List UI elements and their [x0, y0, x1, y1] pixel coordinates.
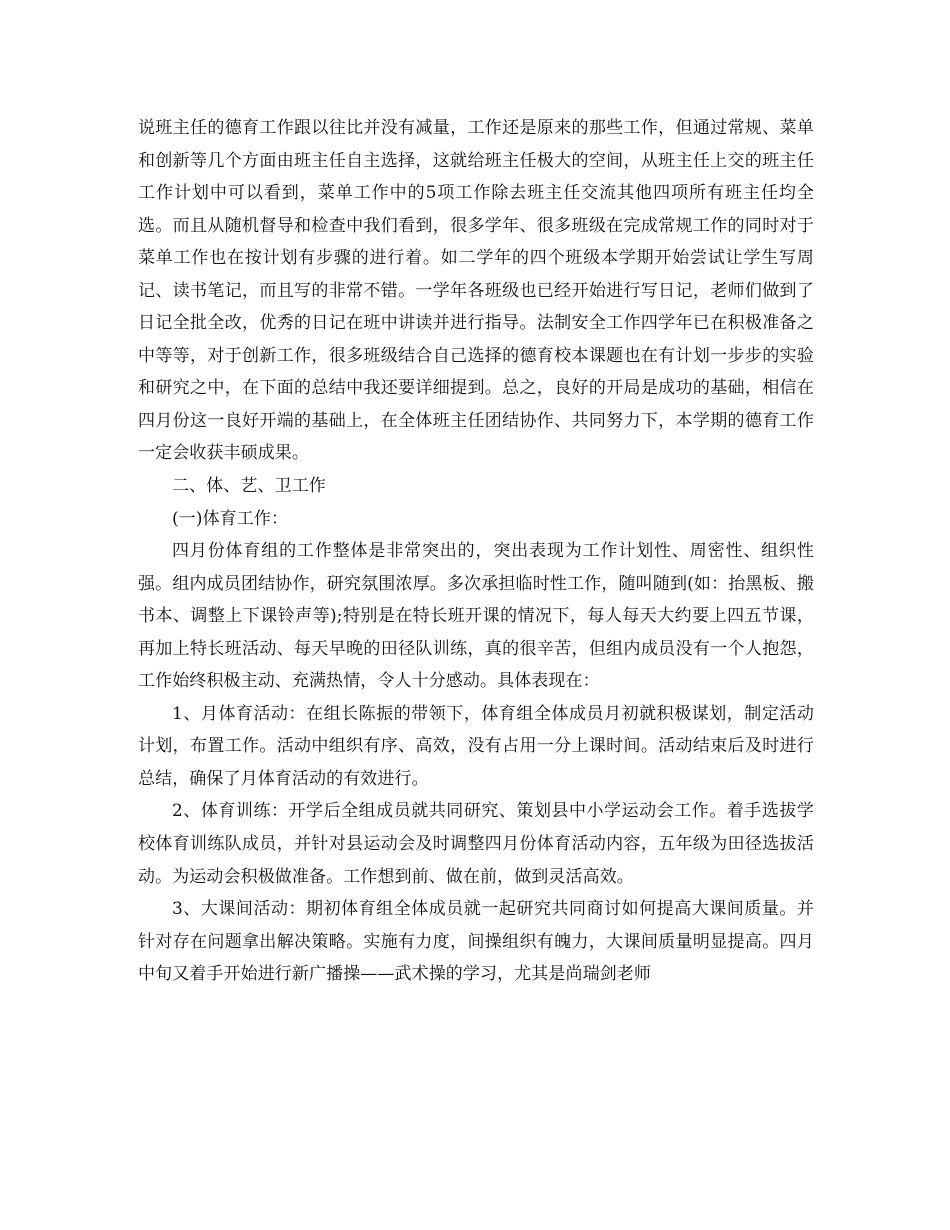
document-body: [138, 112, 814, 991]
paragraph-big-break-activity: 3、大课间活动：期初体育组全体成员就一起研究共同商讨如何提高大课间质量。并针对存在问题拿出解决策略。实施有力度，间操组织有魄力，大课间质量明显提高。四月中旬又着手开始进行新广播操——武术操的学习，尤其是尚瑞剑老师: [138, 899, 814, 985]
paragraph-sports-training: 2、体育训练：开学后全组成员就共同研究、策划县中小学运动会工作。着手选拔学校体育训练队成员，并针对县运动会及时调整四月份体育活动内容，五年级为田径选拔活动。为运动会积极做准备。工作想到前、做在前，做到灵活高效。: [138, 801, 814, 887]
section-heading-sports-arts-health: 二、体、艺、卫工作: [172, 476, 326, 497]
paragraph-monthly-sports-activity: 1、月体育活动：在组长陈振的带领下，体育组全体成员月初就积极谋划，制定活动计划，布置工作。活动中组织有序、高效，没有占用一分上课时间。活动结束后及时进行总结，确保了月体育活动的有效进行。: [138, 703, 814, 789]
paragraph-sports-overview: 四月份体育组的工作整体是非常突出的，突出表现为工作计划性、周密性、组织性强。组内成员团结协作，研究氛围浓厚。多次承担临时性工作，随叫随到(如：抬黑板、搬书本、调整上下课铃声等);特别是在特长班开课的情况下，每人每天大约要上四五节课，再加上特长班活动、每天早晚的田径队训练，真的很辛苦，但组内成员没有一个人抱怨，工作始终积极主动、充满热情，令人十分感动。具体表现在：: [138, 541, 814, 692]
paragraph-continuation: 说班主任的德育工作跟以往比并没有减量，工作还是原来的那些工作，但通过常规、菜单和创新等几个方面由班主任自主选择，这就给班主任极大的空间，从班主任上交的班主任工作计划中可以看到，菜单工作中的5项工作除去班主任交流其他四项所有班主任均全选。而且从随机督导和检查中我们看到，很多学年、很多班级在完成常规工作的同时对于菜单工作也在按计划有步骤的进行着。如二学年的四个班级本学期开始尝试让学生写周记、读书笔记，而且写的非常不错。一学年各班级也已经开始进行写日记，老师们做到了日记全批全改，优秀的日记在班中讲读并进行指导。法制安全工作四学年已在积极准备之中等等，对于创新工作，很多班级结合自己选择的德育校本课题也在有计划一步步的实验和研究之中，在下面的总结中我还要详细提到。总之，良好的开局是成功的基础，相信在四月份这一良好开端的基础上，在全体班主任团结协作、共同努力下，本学期的德育工作一定会收获丰硕成果。: [138, 118, 814, 464]
subsection-heading-sports: (一)体育工作：: [172, 508, 289, 529]
